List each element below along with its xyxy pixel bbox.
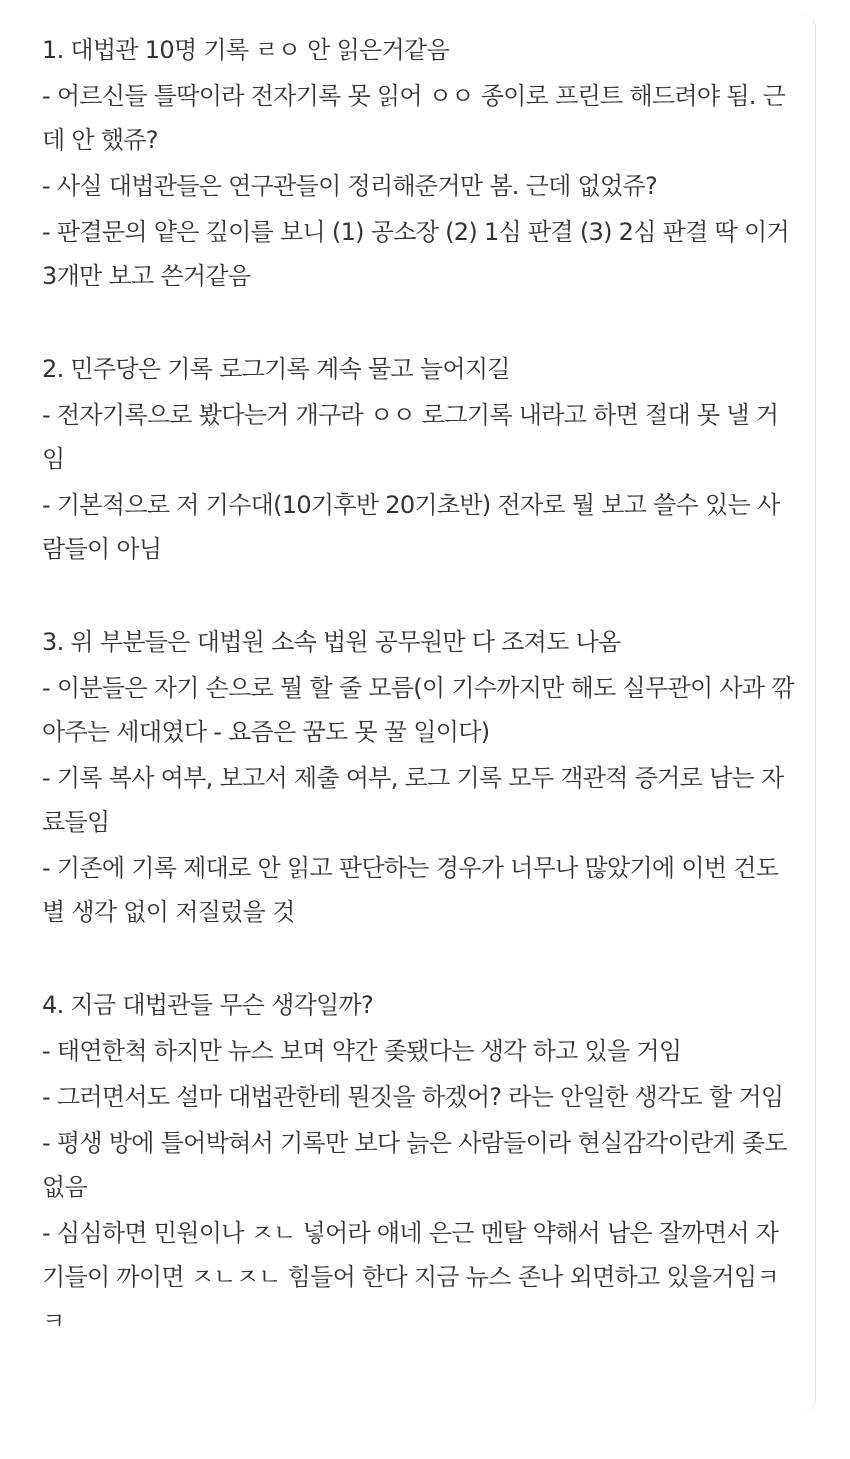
section-heading: 1. 대법관 10명 기록 ㄹㅇ 안 읽은거같음 (42, 36, 449, 64)
bullet-item: - 기록 복사 여부, 보고서 제출 여부, 로그 기록 모두 객관적 증거로 남는 자료들임 (42, 764, 784, 836)
bullet-item: - 태연한척 하지만 뉴스 보며 약간 좆됐다는 생각 하고 있을 거임 (42, 1037, 682, 1065)
bullet-item: - 사실 대법관들은 연구관들이 정리해준거만 봄. 근데 없었쥬? (42, 172, 658, 200)
bullet-item: - 판결문의 얕은 깊이를 보니 (1) 공소장 (2) 1심 판결 (3) 2심 판결 딱 이거 3개만 보고 쓴거같음 (42, 218, 789, 290)
section-3 (42, 620, 798, 934)
bullet-item: - 이분들은 자기 손으로 뭘 할 줄 모름(이 기수까지만 해도 실무관이 사과 깎아주는 세대였다 - 요즘은 꿈도 못 꿀 일이다) (42, 674, 794, 746)
section-heading: 4. 지금 대법관들 무슨 생각일까? (42, 991, 374, 1019)
section-heading: 2. 민주당은 기록 로그기록 계속 물고 늘어지길 (42, 355, 510, 383)
bullet-item: - 평생 방에 틀어박혀서 기록만 보다 늙은 사람들이라 현실감각이란게 좆도 없음 (42, 1129, 787, 1201)
section-1 (42, 28, 798, 298)
document-body (42, 28, 798, 1345)
section-2 (42, 347, 798, 571)
bullet-item: - 전자기록으로 봤다는거 개구라 ㅇㅇ 로그기록 내라고 하면 절대 못 낼 거임 (42, 401, 779, 473)
bullet-item: - 심심하면 민원이나 ㅈㄴ 넣어라 얘네 은근 멘탈 약해서 남은 잘까면서 자기들이 까이면 ㅈㄴㅈㄴ 힘들어 한다 지금 뉴스 존나 외면하고 있을거임ㅋㅋ (42, 1219, 779, 1335)
section-4 (42, 983, 798, 1343)
bullet-item: - 기본적으로 저 기수대(10기후반 20기초반) 전자로 뭘 보고 쓸수 있는 사람들이 아님 (42, 491, 780, 563)
bullet-item: - 어르신들 틀딱이라 전자기록 못 읽어 ㅇㅇ 종이로 프린트 해드려야 됨. 근데 안 했쥬? (42, 82, 786, 154)
bullet-item: - 기존에 기록 제대로 안 읽고 판단하는 경우가 너무나 많았기에 이번 건도 별 생각 없이 저질렀을 것 (42, 854, 779, 926)
bullet-item: - 그러면서도 설마 대법관한테 뭔짓을 하겠어? 라는 안일한 생각도 할 거임 (42, 1083, 784, 1111)
section-heading: 3. 위 부분들은 대법원 소속 법원 공무원만 다 조져도 나옴 (42, 628, 621, 656)
